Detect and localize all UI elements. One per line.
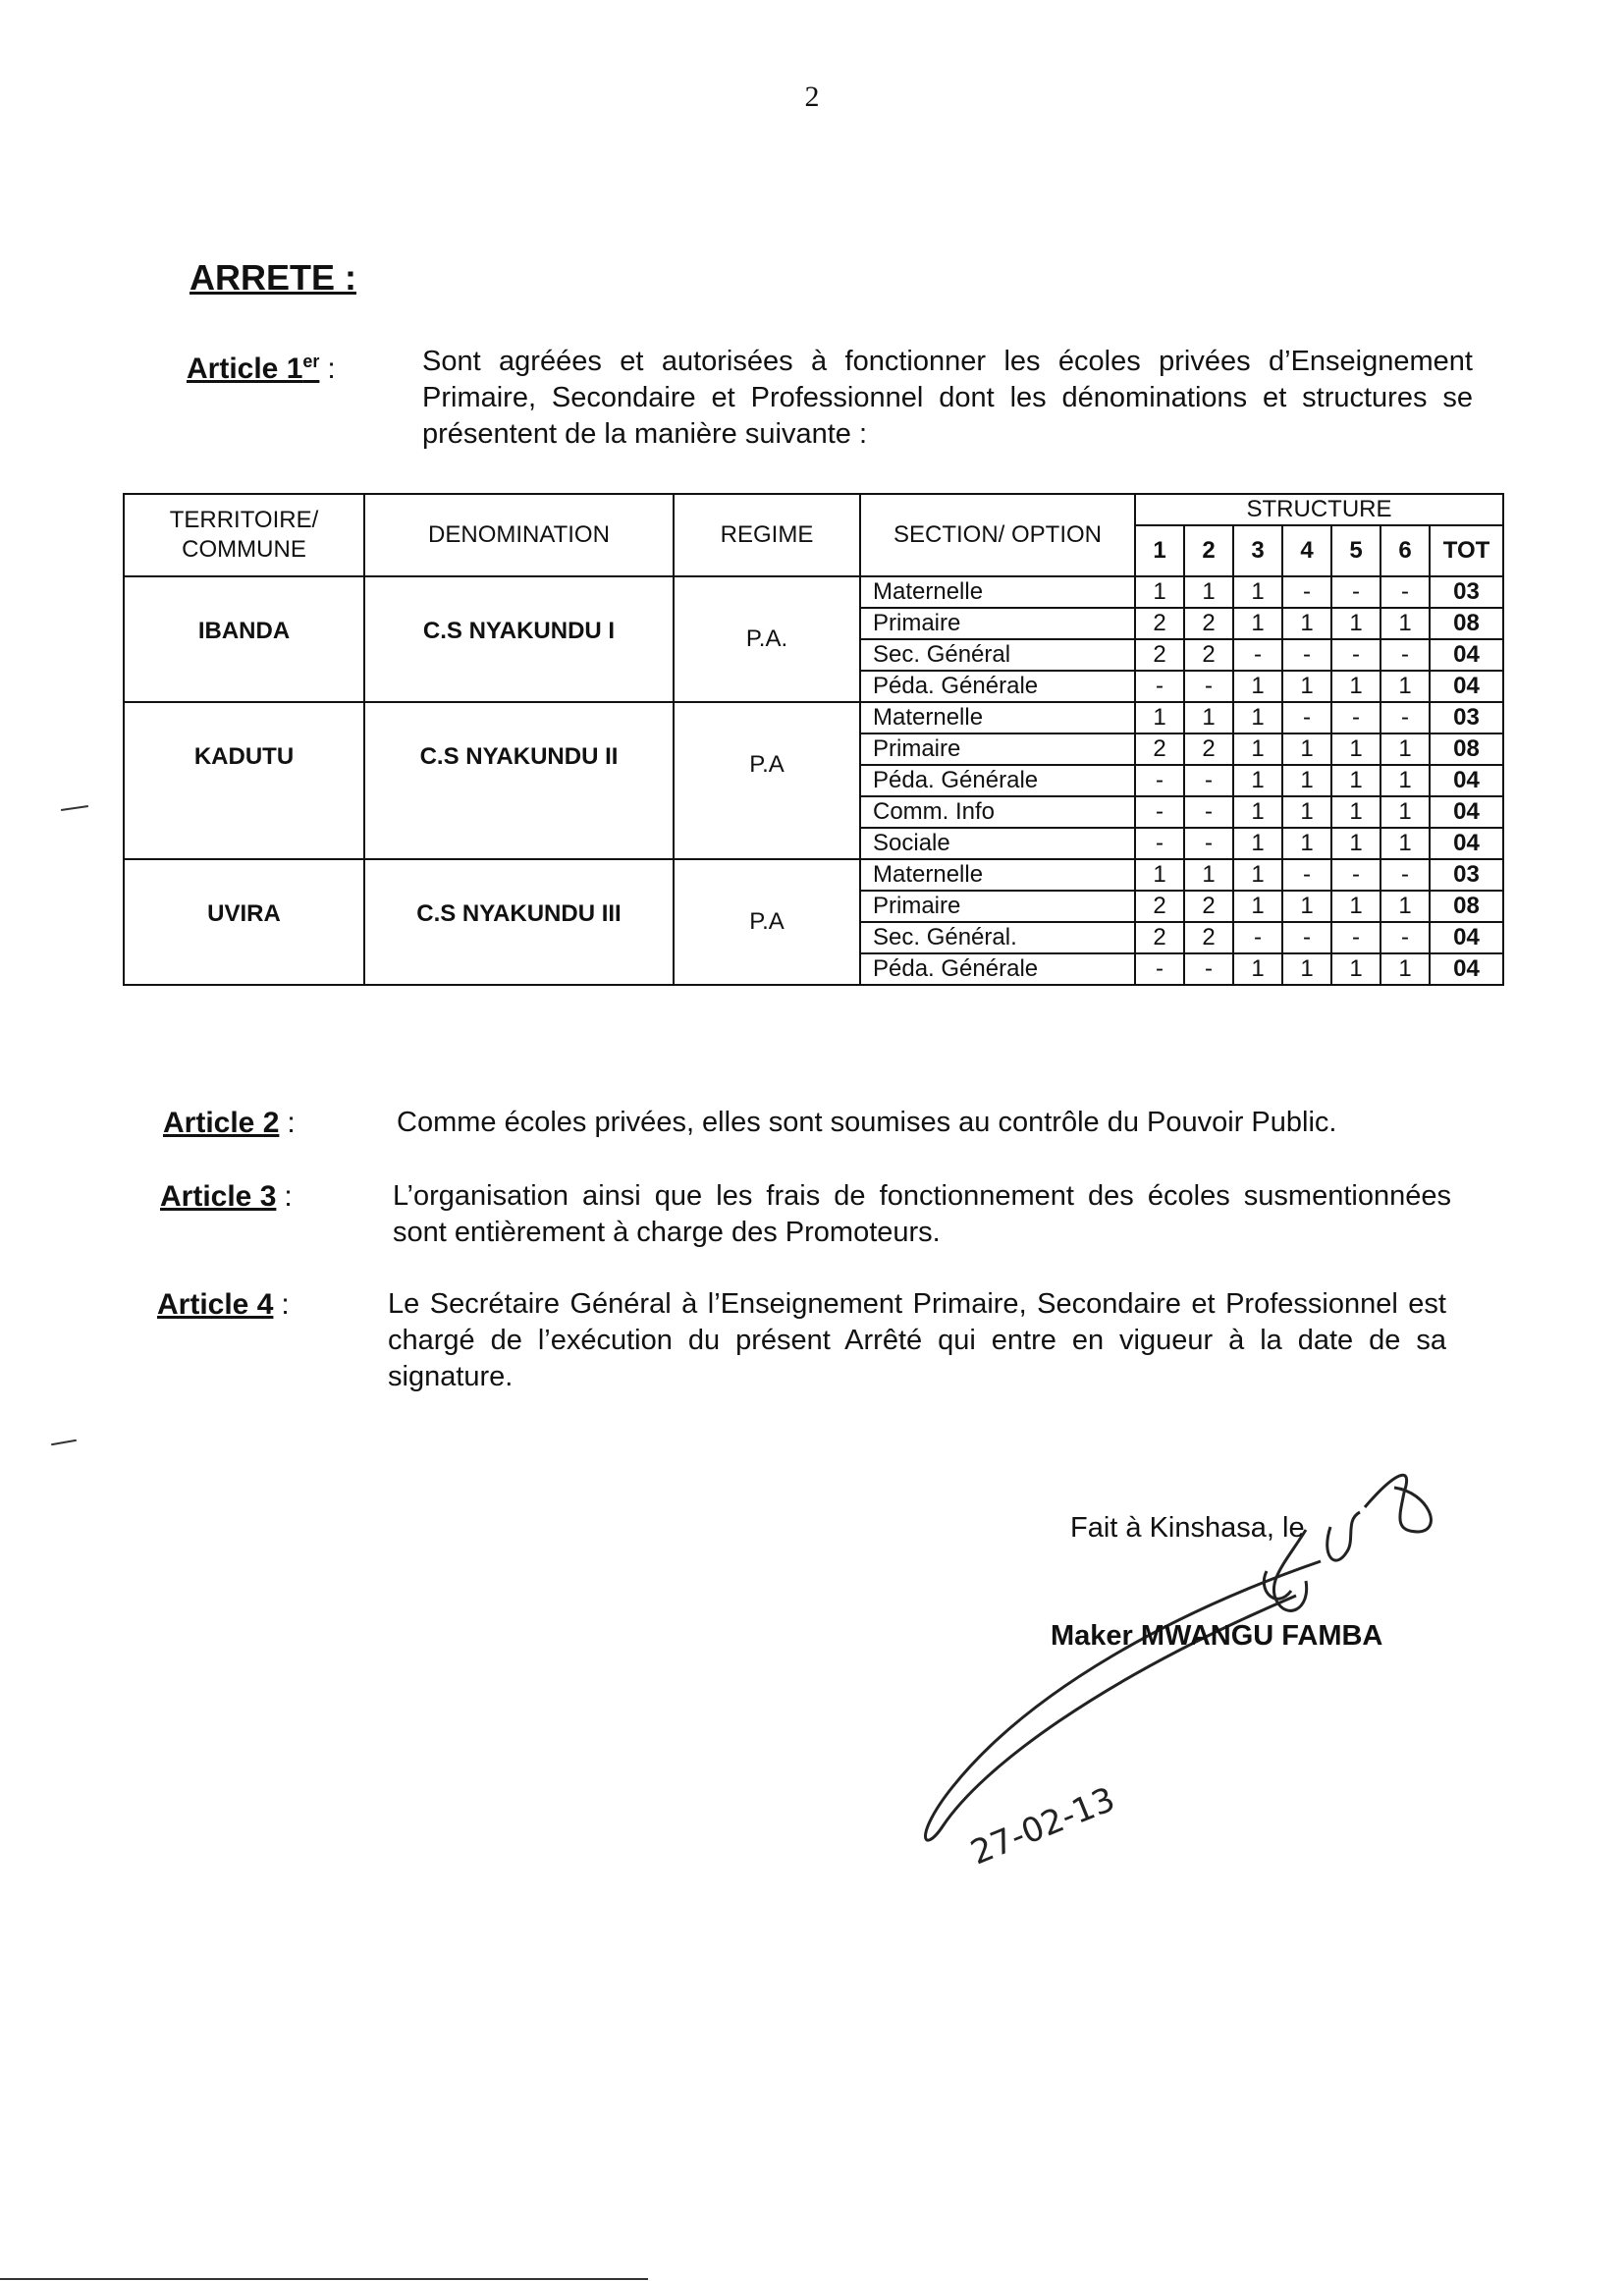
structure-cell: 2 (1184, 891, 1233, 922)
page-number: 2 (804, 81, 820, 113)
place-and-date-line: Fait à Kinshasa, le (1070, 1512, 1305, 1544)
structure-cell: - (1380, 922, 1430, 953)
structure-cell: 1 (1233, 828, 1282, 859)
structure-cell: 2 (1184, 608, 1233, 639)
structure-cell: 1 (1135, 859, 1184, 891)
structure-cell: 2 (1135, 733, 1184, 765)
denomination-cell: C.S NYAKUNDU II (364, 702, 674, 859)
denomination-cell: C.S NYAKUNDU I (364, 576, 674, 702)
structure-cell: 2 (1135, 608, 1184, 639)
structure-cell: 1 (1184, 576, 1233, 608)
total-cell: 08 (1430, 891, 1503, 922)
section-cell: Primaire (860, 891, 1135, 922)
article-3-text: L’organisation ainsi que les frais de fonctionnement des écoles susmentionnées sont entièrement à charge des Promoteurs. (393, 1180, 1451, 1248)
structure-cell: 1 (1282, 608, 1331, 639)
territoire-cell: KADUTU (124, 702, 364, 859)
section-cell: Sec. Général (860, 639, 1135, 671)
section-cell: Maternelle (860, 702, 1135, 733)
structure-cell: - (1135, 828, 1184, 859)
structure-cell: 1 (1331, 828, 1380, 859)
total-cell: 04 (1430, 765, 1503, 796)
structure-cell: - (1233, 639, 1282, 671)
structure-cell: 1 (1380, 828, 1430, 859)
header-col-1: 1 (1135, 525, 1184, 576)
structure-cell: - (1380, 702, 1430, 733)
total-cell: 08 (1430, 733, 1503, 765)
section-cell: Maternelle (860, 576, 1135, 608)
structure-cell: 1 (1380, 671, 1430, 702)
denomination-cell: C.S NYAKUNDU III (364, 859, 674, 985)
structure-cell: 1 (1380, 765, 1430, 796)
structure-cell: 1 (1282, 891, 1331, 922)
structure-cell: 1 (1282, 953, 1331, 985)
section-cell: Primaire (860, 608, 1135, 639)
structure-cell: - (1233, 922, 1282, 953)
header-col-6: 6 (1380, 525, 1430, 576)
section-cell: Sociale (860, 828, 1135, 859)
header-territoire: TERRITOIRE/ COMMUNE (124, 494, 364, 576)
handwritten-date: 27-02-13 (965, 1779, 1121, 1874)
structure-cell: 1 (1331, 608, 1380, 639)
structure-cell: - (1380, 639, 1430, 671)
structure-cell: 1 (1233, 765, 1282, 796)
structure-cell: - (1331, 639, 1380, 671)
total-cell: 04 (1430, 828, 1503, 859)
total-cell: 03 (1430, 576, 1503, 608)
article-2-label: Article 2 : (163, 1107, 296, 1139)
regime-cell: P.A (674, 859, 860, 985)
decree-heading: ARRETE : (189, 257, 356, 298)
structure-cell: - (1282, 702, 1331, 733)
structure-cell: - (1184, 796, 1233, 828)
structure-cell: 1 (1282, 765, 1331, 796)
total-cell: 03 (1430, 702, 1503, 733)
header-col-5: 5 (1331, 525, 1380, 576)
structure-cell: 1 (1282, 828, 1331, 859)
signer-name: Maker MWANGU FAMBA (1051, 1620, 1383, 1652)
structure-cell: 1 (1233, 953, 1282, 985)
article-2-text: Comme écoles privées, elles sont soumises au contrôle du Pouvoir Public. (397, 1107, 1337, 1138)
article-4-label: Article 4 : (157, 1288, 290, 1321)
header-structure: STRUCTURE (1135, 494, 1503, 525)
structure-cell: 1 (1135, 702, 1184, 733)
structure-cell: - (1135, 796, 1184, 828)
total-cell: 08 (1430, 608, 1503, 639)
structure-cell: - (1282, 639, 1331, 671)
structure-cell: - (1331, 576, 1380, 608)
regime-cell: P.A. (674, 576, 860, 702)
section-cell: Péda. Générale (860, 671, 1135, 702)
section-cell: Péda. Générale (860, 765, 1135, 796)
structure-cell: 1 (1282, 796, 1331, 828)
structure-cell: - (1184, 671, 1233, 702)
total-cell: 04 (1430, 953, 1503, 985)
structure-cell: - (1135, 953, 1184, 985)
structure-cell: - (1380, 576, 1430, 608)
structure-cell: 1 (1380, 891, 1430, 922)
structure-cell: 1 (1331, 671, 1380, 702)
section-cell: Comm. Info (860, 796, 1135, 828)
structure-cell: 1 (1233, 702, 1282, 733)
structure-cell: 1 (1233, 608, 1282, 639)
structure-cell: - (1331, 702, 1380, 733)
territoire-cell: IBANDA (124, 576, 364, 702)
structure-cell: 1 (1380, 733, 1430, 765)
section-cell: Sec. Général. (860, 922, 1135, 953)
territoire-cell: UVIRA (124, 859, 364, 985)
total-cell: 03 (1430, 859, 1503, 891)
structure-cell: 1 (1233, 859, 1282, 891)
structure-cell: 1 (1331, 953, 1380, 985)
structure-cell: 1 (1331, 765, 1380, 796)
header-col-tot: TOT (1430, 525, 1503, 576)
structure-cell: 1 (1233, 671, 1282, 702)
structure-cell: - (1282, 859, 1331, 891)
header-regime: REGIME (674, 494, 860, 576)
structure-cell: - (1282, 922, 1331, 953)
regime-cell: P.A (674, 702, 860, 859)
article-3-label: Article 3 : (160, 1180, 293, 1213)
structure-cell: 2 (1184, 639, 1233, 671)
structure-cell: 1 (1233, 733, 1282, 765)
structure-cell: 2 (1135, 891, 1184, 922)
structure-cell: 1 (1331, 891, 1380, 922)
structure-cell: 2 (1135, 639, 1184, 671)
header-col-4: 4 (1282, 525, 1331, 576)
article-1-label: Article 1er : (187, 352, 336, 385)
section-cell: Primaire (860, 733, 1135, 765)
structure-cell: - (1331, 859, 1380, 891)
section-cell: Péda. Générale (860, 953, 1135, 985)
structure-cell: - (1135, 765, 1184, 796)
page-bottom-rule (0, 2278, 648, 2280)
structure-cell: - (1184, 765, 1233, 796)
structure-cell: 1 (1380, 796, 1430, 828)
total-cell: 04 (1430, 639, 1503, 671)
article-1-text: Sont agréées et autorisées à fonctionner les écoles privées d’Enseignement Primaire, Secondaire et Professionnel dont les dénominations et structures se présentent de la manière suivante : (422, 346, 1473, 450)
structure-cell: 1 (1380, 608, 1430, 639)
structure-cell: 1 (1233, 891, 1282, 922)
article-4-text: Le Secrétaire Général à l’Enseignement Primaire, Secondaire et Professionnel est chargé de l’exécution du présent Arrêté qui entre en vigueur à la date de sa signature. (388, 1288, 1446, 1392)
header-col-2: 2 (1184, 525, 1233, 576)
structure-cell: 2 (1184, 922, 1233, 953)
structure-cell: 1 (1233, 576, 1282, 608)
structure-cell: 1 (1233, 796, 1282, 828)
structure-cell: - (1184, 828, 1233, 859)
structure-cell: 1 (1331, 733, 1380, 765)
structure-cell: 1 (1282, 671, 1331, 702)
total-cell: 04 (1430, 922, 1503, 953)
structure-cell: - (1282, 576, 1331, 608)
structure-cell: 1 (1331, 796, 1380, 828)
section-cell: Maternelle (860, 859, 1135, 891)
structure-cell: 1 (1380, 953, 1430, 985)
total-cell: 04 (1430, 796, 1503, 828)
structure-cell: 1 (1184, 859, 1233, 891)
structure-cell: - (1331, 922, 1380, 953)
total-cell: 04 (1430, 671, 1503, 702)
structure-cell: - (1184, 953, 1233, 985)
structure-cell: 1 (1184, 702, 1233, 733)
structure-cell: - (1380, 859, 1430, 891)
header-denomination: DENOMINATION (364, 494, 674, 576)
header-section: SECTION/ OPTION (860, 494, 1135, 576)
structure-cell: - (1135, 671, 1184, 702)
structure-cell: 1 (1135, 576, 1184, 608)
structure-cell: 2 (1184, 733, 1233, 765)
structure-cell: 1 (1282, 733, 1331, 765)
header-col-3: 3 (1233, 525, 1282, 576)
structure-cell: 2 (1135, 922, 1184, 953)
